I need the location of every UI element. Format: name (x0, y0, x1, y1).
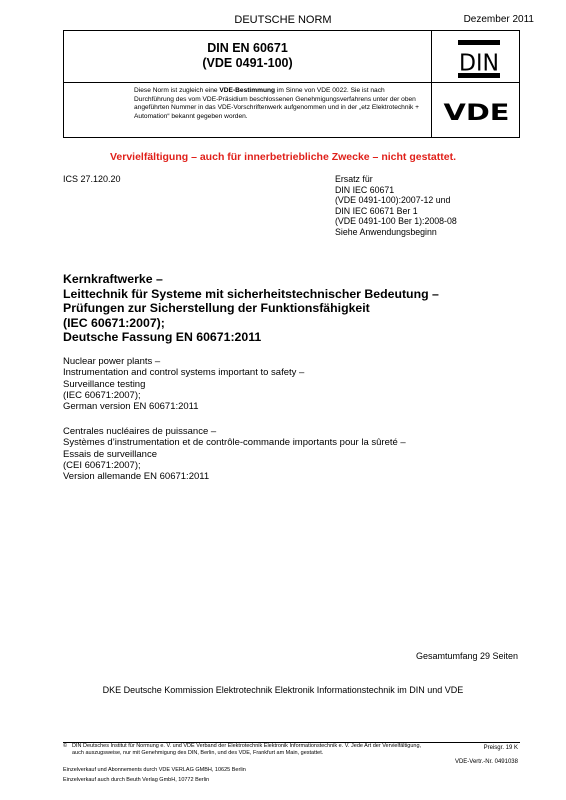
document-type: DEUTSCHE NORM (234, 14, 332, 26)
standard-number-block (64, 41, 431, 71)
title-de-line: Kernkraftwerke – (63, 272, 163, 286)
replaces-line: Siehe Anwendungsbeginn (335, 226, 437, 237)
title-german (63, 272, 523, 345)
vde-notice (134, 87, 424, 121)
title-de-line: Deutsche Fassung EN 60671:2011 (63, 330, 262, 345)
title-de-line: Leittechnik für Systeme mit sicherheitstechnischer Bedeutung – (63, 286, 439, 301)
replaces-line: (VDE 0491-100 Ber 1):2008-08 (335, 216, 457, 227)
replaces-block (335, 174, 457, 238)
ics-code: ICS 27.120.20 (63, 174, 121, 184)
title-fr-line: (CEI 60671:2007); (63, 459, 141, 471)
title-fr-line: Centrales nucléaires de puissance – (63, 426, 217, 437)
vde-number: (VDE 0491-100) (202, 56, 293, 70)
notice-prefix: Diese Norm ist zugleich eine (134, 87, 220, 94)
din-logo (457, 39, 501, 79)
title-english (63, 356, 523, 412)
order-number: VDE-Vertr.-Nr. 0491038 (454, 759, 518, 765)
dke-line: DKE Deutsche Kommission Elektrotechnik Elektronik Informationstechnik im DIN und VDE (102, 685, 464, 695)
replaces-line: (VDE 0491-100):2007-12 und (335, 195, 451, 206)
title-de-line: Prüfungen zur Sicherstellung der Funktionsfähigkeit (63, 301, 370, 316)
sales-note-vde: Einzelverkauf und Abonnements durch VDE VERLAG GMBH, 10625 Berlin (63, 767, 246, 773)
title-french (63, 426, 523, 482)
replaces-line: Ersatz für (335, 174, 373, 184)
publication-date: Dezember 2011 (463, 14, 534, 25)
copyright-mark: © (63, 743, 68, 749)
title-fr-line: Version allemande EN 60671:2011 (63, 471, 210, 483)
title-en-line: Nuclear power plants – (63, 356, 161, 367)
title-en-line: (IEC 60671:2007); (63, 389, 141, 401)
title-en-line: German version EN 60671:2011 (63, 401, 199, 413)
title-en-line: Instrumentation and control systems important to safety – (63, 367, 305, 379)
title-fr-line: Essais de surveillance (63, 448, 157, 460)
notice-suffix: im Sinne von VDE 0022. Sie ist nach Durchführung des vom VDE-Präsidium beschlossenen Genehmigungsverfahrens unter der oben angeführten Nummer in das VDE-Vorschriftenwerk aufgenommen und in der „etz Elektrotechnik + Automation“ bekannt gegeben worden. (134, 87, 419, 120)
total-pages: Gesamtumfang 29 Seiten (415, 651, 518, 661)
title-fr-line: Systèmes d’instrumentation et de contrôle-commande importants pour la sûreté – (63, 437, 406, 449)
notice-bold: VDE-Bestimmung (219, 87, 276, 94)
replaces-line: DIN IEC 60671 Ber 1 (335, 205, 418, 216)
din-logo-text: DIN (459, 50, 499, 77)
sales-note-beuth: Einzelverkauf auch durch Beuth Verlag GmbH, 10772 Berlin (63, 777, 210, 783)
price-group: Preisgr. 19 K (483, 745, 518, 751)
vde-logo (432, 83, 521, 139)
title-de-line: (IEC 60671:2007); (63, 315, 165, 330)
copyright-notice (63, 743, 423, 757)
standard-number: DIN EN 60671 (207, 41, 288, 55)
vde-logo-text: VDE (443, 101, 510, 126)
copyright-text: DIN Deutsches Institut für Normung e. V. und VDE Verband der Elektrotechnik Elektronik Informationstechnik e. V. Jede Art der Vervielfältigung, auch auszugsweise, nur mit Genehmigung des DIN, Berlin, und des VDE, Frankfurt am Main, gestattet. (72, 743, 422, 756)
replaces-line: DIN IEC 60671 (335, 184, 395, 195)
reproduction-warning: Vervielfältigung – auch für innerbetriebliche Zwecke – nicht gestattet. (109, 151, 456, 163)
header-box (63, 30, 520, 138)
title-en-line: Surveillance testing (63, 378, 146, 390)
